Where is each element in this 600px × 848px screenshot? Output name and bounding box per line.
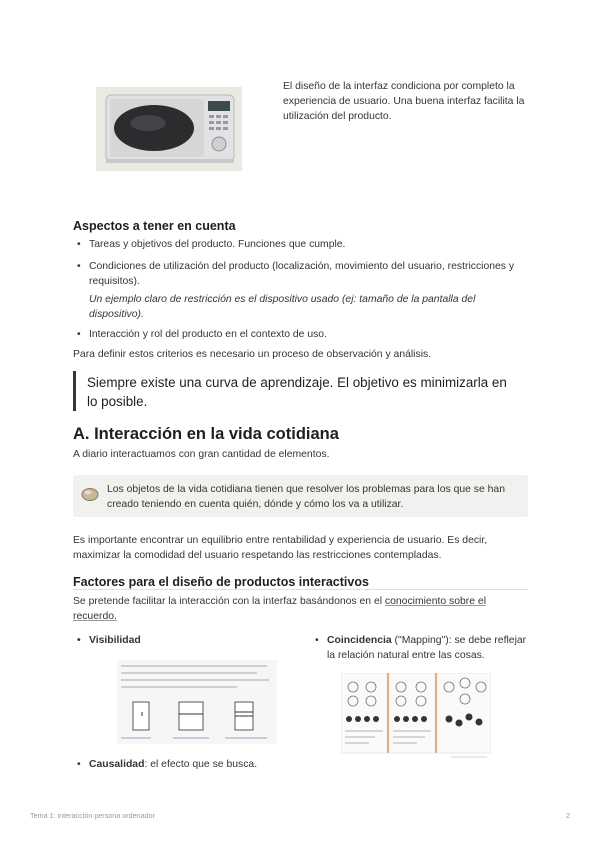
causalidad-item — [89, 757, 309, 772]
stone-icon — [81, 486, 99, 507]
aspectos-example: Un ejemplo claro de restricción es el dispositivo usado (ej: tamaño de la pantalla del dispositivo). — [89, 294, 476, 320]
quote-text: Siempre existe una curva de aprendizaje. El objetivo es minimizarla en lo posible. — [87, 375, 507, 409]
microwave-image — [96, 87, 242, 171]
section-a-paragraph: Es importante encontrar un equilibrio entre rentabilidad y experiencia de usuario. Es decir, maximizar la comodidad del usuario respetando las restricciones contempladas. — [73, 535, 488, 561]
aspectos-item-1: • Tareas y objetivos del producto. Funciones que cumple. — [89, 237, 529, 252]
page-number: 2 — [566, 811, 570, 820]
factores-heading: Factores para el diseño de productos interactivos — [73, 575, 369, 589]
coincidencia-label: Coincidencia — [327, 635, 392, 646]
quote-bar — [73, 371, 76, 411]
causalidad-text: : el efecto que se busca. — [144, 759, 258, 770]
factores-intro — [73, 594, 528, 624]
coincidencia-item — [327, 633, 532, 663]
callout-text: Los objetos de la vida cotidiana tienen que resolver los problemas para los que se han creado teniendo en cuenta quién, dónde y cómo los va a utilizar. — [107, 484, 505, 510]
mapping-figure — [341, 673, 491, 759]
factores-intro-text: Se pretende facilitar la interacción con la interfaz basándonos en el — [73, 596, 385, 607]
aspectos-heading: Aspectos a tener en cuenta — [73, 219, 236, 233]
visibility-figure — [117, 660, 277, 744]
aspectos-item-2: • Condiciones de utilización del producto (localización, movimiento del usuario, restricciones y requisitos). — [89, 259, 529, 289]
section-a-intro: A diario interactuamos con gran cantidad de elementos. — [73, 449, 330, 460]
footer-title: Tema 1: interacción persona ordenador — [30, 811, 156, 820]
aspectos-item-3: • Interacción y rol del producto en el contexto de uso. — [89, 327, 529, 342]
section-a-heading: A. Interacción en la vida cotidiana — [73, 425, 339, 443]
callout-box — [73, 475, 528, 517]
intro-text: El diseño de la interfaz condiciona por completo la experiencia de usuario. Una buena interfaz facilita la utilización del producto. — [283, 81, 525, 122]
causalidad-label: Causalidad — [89, 759, 145, 770]
coincidencia-text: ("Mapping"): se debe reflejar la relación natural entre las cosas. — [327, 635, 527, 661]
aspectos-closing: Para definir estos criterios es necesario un proceso de observación y análisis. — [73, 349, 432, 360]
recuerdo-link[interactable]: conocimiento sobre el recuerdo. — [73, 596, 486, 622]
visibilidad-item: • Visibilidad — [89, 633, 141, 648]
heading-underline — [73, 589, 528, 590]
